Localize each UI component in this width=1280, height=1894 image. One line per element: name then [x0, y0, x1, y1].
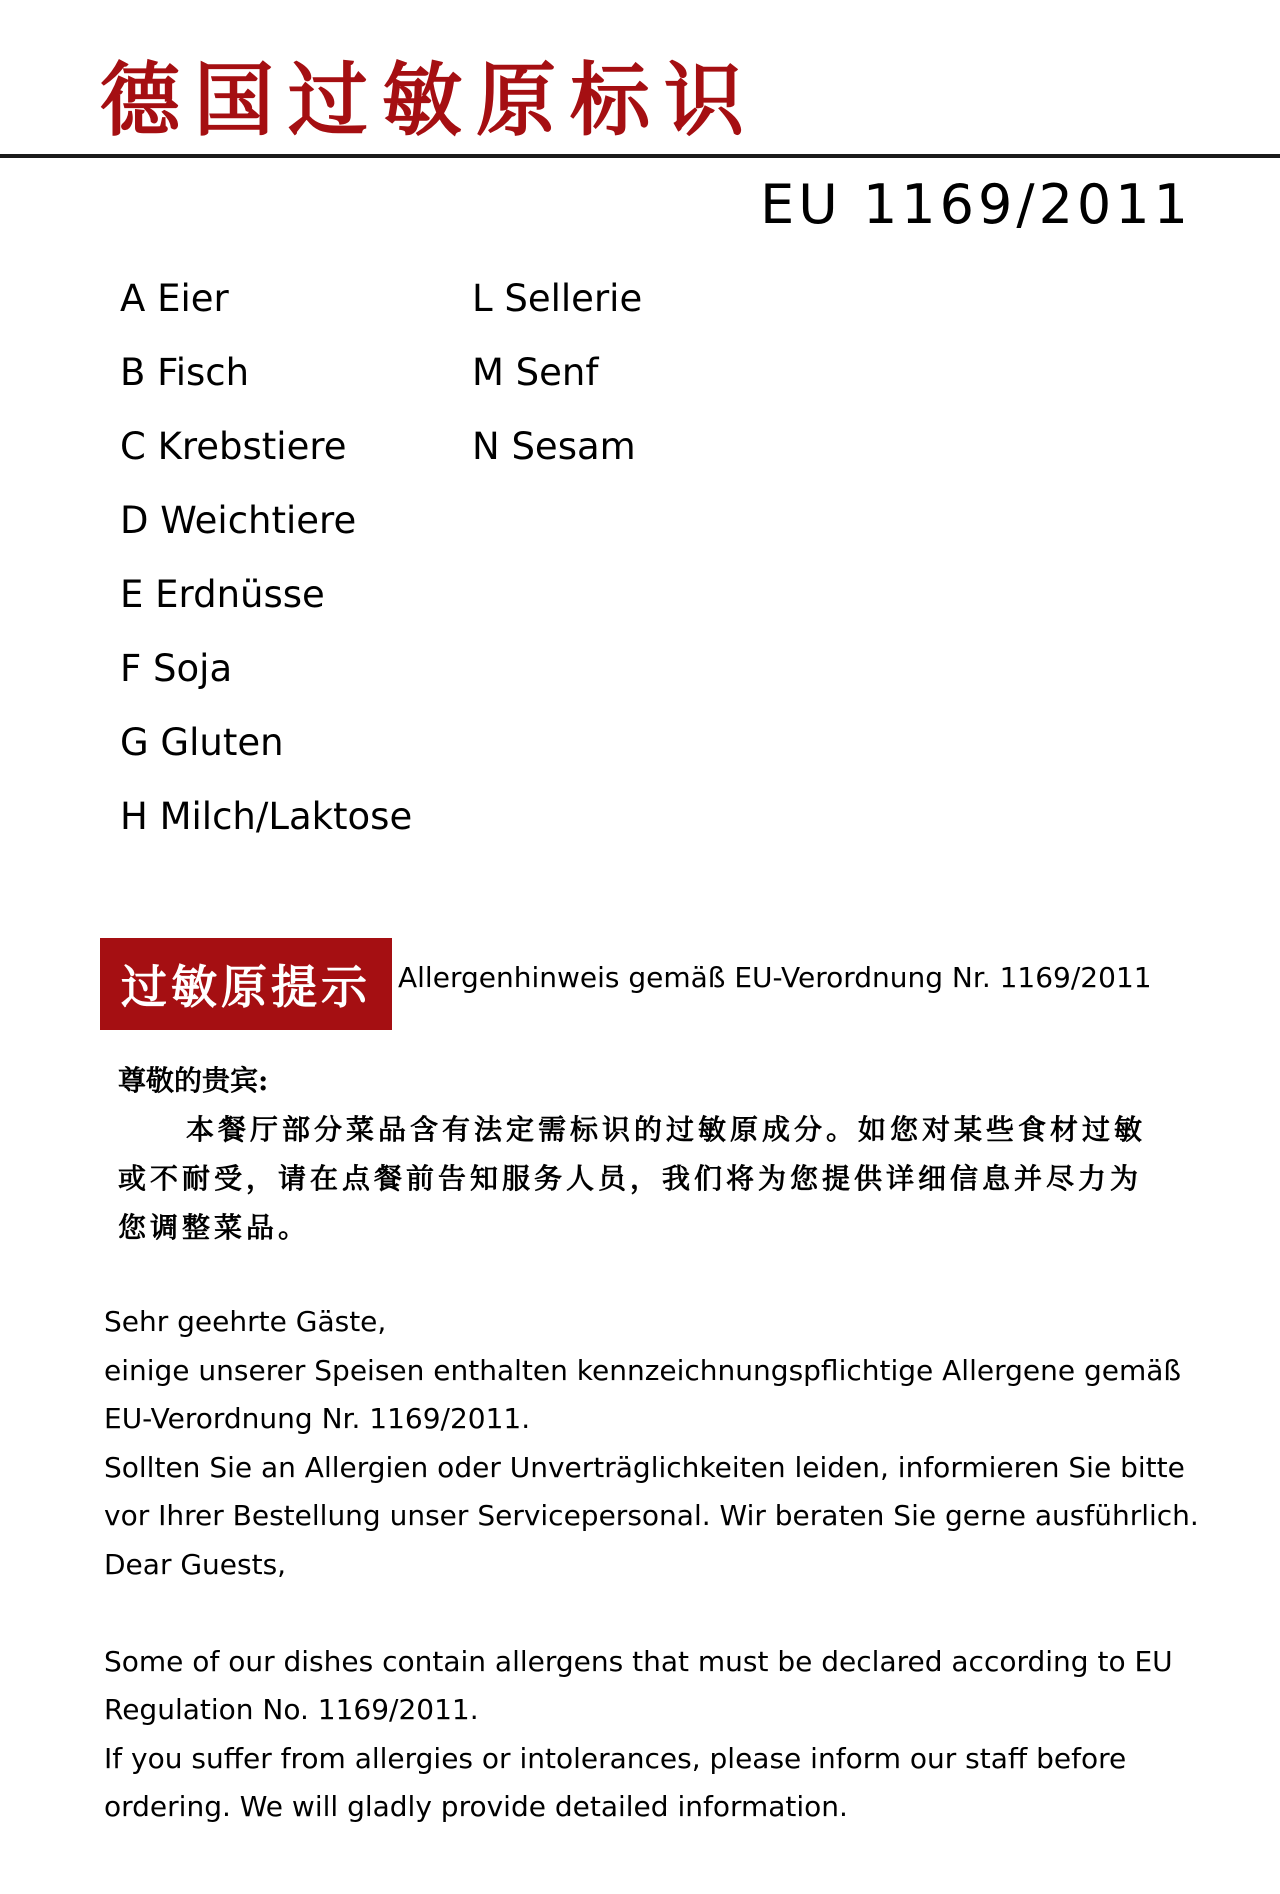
allergen-list-right [472, 277, 643, 502]
english-line: Regulation No. 1169/2011. [104, 1693, 479, 1726]
regulation-number: EU 1169/2011 [760, 173, 1192, 236]
english-line: ordering. We will gladly provide detailed information. [104, 1790, 848, 1823]
allergen-item: E Erdnüsse [120, 573, 325, 616]
chinese-body: 本餐厅部分菜品含有法定需标识的过敏原成分。如您对某些食材过敏或不耐受，请在点餐前告知服务人员，我们将为您提供详细信息并尽力为您调整菜品。 [118, 1113, 1147, 1244]
header-divider [0, 154, 1280, 158]
german-line: einige unserer Speisen enthalten kennzeichnungspflichtige Allergene gemäß [104, 1353, 1182, 1387]
allergen-item: F Soja [120, 647, 233, 690]
english-greeting: Dear Guests, [104, 1547, 287, 1581]
allergen-item: H Milch/Laktose [120, 795, 413, 838]
german-line: vor Ihrer Bestellung unser Servicepersonal. Wir beraten Sie gerne ausführlich. [104, 1499, 1199, 1532]
allergen-item: G Gluten [120, 721, 284, 764]
multilingual-notice [104, 1298, 1224, 1832]
allergen-item: M Senf [472, 351, 599, 394]
german-line: Sollten Sie an Allergien oder Unverträglichkeiten leiden, informieren Sie bitte [104, 1450, 1185, 1484]
allergen-notice-badge: 过敏原提示 [100, 938, 392, 1030]
allergen-item: D Weichtiere [120, 499, 357, 542]
english-line: If you suffer from allergies or intolerances, please inform our staff before [104, 1741, 1127, 1775]
page-title: 德国过敏原标识 [100, 53, 758, 147]
allergen-item: A Eier [120, 277, 229, 320]
allergen-list-left [120, 277, 413, 872]
chinese-notice [118, 1056, 1168, 1252]
german-greeting: Sehr geehrte Gäste, [104, 1305, 387, 1338]
german-line: EU-Verordnung Nr. 1169/2011. [104, 1402, 531, 1435]
allergen-item: L Sellerie [472, 277, 643, 320]
allergen-item: B Fisch [120, 351, 250, 394]
english-line: Some of our dishes contain allergens that must be declared according to EU [104, 1644, 1173, 1678]
paragraph-spacer [104, 1589, 1224, 1638]
allergen-item: C Krebstiere [120, 425, 347, 468]
allergen-notice-heading: Allergenhinweis gemäß EU-Verordnung Nr. 1169/2011 [398, 961, 1152, 994]
chinese-greeting: 尊敬的贵宾: [118, 1064, 269, 1097]
allergen-item: N Sesam [472, 425, 636, 468]
